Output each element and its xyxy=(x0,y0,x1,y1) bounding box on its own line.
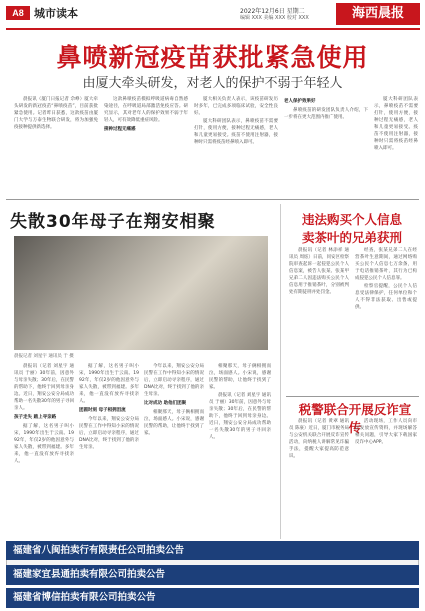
article2-column-1 xyxy=(14,363,74,537)
article4-paragraph: 晨报讯（记者 黄翠 通讯员 陈豪）近日，厦门市税务局与公安机关联合开展反诈宣传活动，向纳税人讲解常见诈骗手法，提醒大家提高防范意识。 xyxy=(289,419,349,459)
auction-ad-1-title: 福建省八闽拍卖行有限责任公司拍卖公告 xyxy=(6,541,419,561)
article2-paragraph: 相聚那天，母子俩相拥而泣，场面感人。小宋说，感谢民警的帮助，让他终于找到了家。 xyxy=(209,364,271,390)
article2-paragraph: 晨报讯（记者 刘星宇 通讯员 于丽）30年前，因意外与母亲失散；30年后，在民警的帮助下，他终于回到母亲身边。近日，翔安公安分局成功帮助一名失散30年的男子寻回亲人。 xyxy=(14,364,74,411)
article2-paragraph: 今年以来，翔安公安分局民警在工作中得知小宋的情况后，立即启动寻亲程序，通过DNA比对，终于找到了他的亲生母亲。 xyxy=(144,364,204,397)
header-rule xyxy=(6,28,420,30)
article2-paragraph: 据了解，这名男子叫小宋，1990年出生于云南。1992年，年仅2岁的他因意外与家人失散，被带到福建。多年来，他一直没有放弃寻找亲人。 xyxy=(79,364,139,404)
article1-paragraph: 厦大科研团队表示，鼻喷疫苗不需要打针，使用方便，接种过程无痛感，老人和儿童更易接受。疫苗不使用注射器，接种时只需将疫苗经鼻喷入即可。 xyxy=(194,119,278,145)
headline-info-line2: 卖茶叶的兄弟获刑 xyxy=(301,230,402,245)
article1-paragraph: 厦大科研团队表示，鼻喷疫苗不需要打针，使用方便，接种过程无痛感，老人和儿童更易接受。疫苗不使用注射器，接种时只需将疫苗经鼻喷入即可。 xyxy=(374,97,418,151)
article2-paragraph: 据了解，这名男子叫小宋，1990年出生于云南。1992年，年仅2岁的他因意外与家人失散，被带到福建。多年来，他一直没有放弃寻找亲人。 xyxy=(14,424,74,464)
article1-paragraph: 晨报讯（厦门日报记者 佘峥）厦大牵头研发的新冠疫苗“鼻喷疫苗”，目前获批紧急使用。记者昨日获悉，这款疫苗由厦门大学与万泰生物联合研发，将为加强免疫接种提供新选择。 xyxy=(14,97,98,130)
article1-paragraph: 厦大相关负责人表示，该疫苗研发历时多年，已完成多项临床试验，安全性良好。 xyxy=(194,97,278,116)
headline-reunion: 失散30年母子在翔安相聚 xyxy=(10,212,216,232)
section-divider xyxy=(6,199,419,200)
article2-column-4 xyxy=(209,363,271,537)
article3-paragraph: 晨报讯（记者 林添祥 通讯员 周炫）日前，同安区检察院审查起诉一起侵犯公民个人信息案，被告人张某、张某甲兄弟二人因违法购买公民个人信息用于推销茶叶，分别被判处有期徒刑并处罚金。 xyxy=(289,248,349,295)
article3-paragraph: 经查，张某兄弟二人在经营茶叶生意期间，通过网络购买公民个人信息七万余条，用于电话推销茶叶，其行为已构成侵犯公民个人信息罪。 xyxy=(355,248,417,281)
headline-vaccine: 鼻喷新冠疫苗获批紧急使用 xyxy=(56,43,369,72)
subheadline-vaccine: 由厦大牵头研发，对老人的保护不弱于年轻人 xyxy=(82,76,343,91)
editor-line: 编辑 XXX 美编 XXX 校对 XXX xyxy=(240,15,309,21)
issue-date: 2022年12月6日 星期二 xyxy=(240,8,305,15)
article3-column-1 xyxy=(289,247,349,393)
column-divider xyxy=(280,204,281,539)
auction-ad-3-title: 福建省博信拍卖有限公司拍卖公告 xyxy=(6,588,419,608)
section-title: 城市读本 xyxy=(34,7,78,20)
article1-column-4 xyxy=(284,96,368,194)
page-number-tag: A8 xyxy=(6,6,30,20)
article1-paragraph: 这款鼻喷疫苗模拟呼吸道病毒自然感染途径，在呼吸道局部激活免疫应答。研究显示，其对老年人的保护效果不弱于年轻人，可有效降低重症风险。 xyxy=(104,97,188,123)
headline-tax-police: 税警联合开展反诈宣传 xyxy=(298,402,412,435)
article3-divider xyxy=(286,396,419,397)
article1-column-1 xyxy=(14,96,98,194)
photo-caption: 晨报记者 刘星宇 通讯员 于 摄 xyxy=(14,354,74,359)
article1-subhead: 老人保护效果好 xyxy=(284,99,316,104)
article2-paragraph: 今年以来，翔安公安分局民警在工作中得知小宋的情况后，立即启动寻亲程序，通过DNA比对，终于找到了他的亲生母亲。 xyxy=(79,417,139,450)
article2-subhead: 比对成功 助他们团聚 xyxy=(144,401,187,406)
article3-column-2 xyxy=(355,247,417,393)
newspaper-logo: 海西晨报 xyxy=(336,3,420,25)
article2-subhead: 孩子走失 踏上寻亲路 xyxy=(14,415,57,420)
article2-column-3 xyxy=(144,363,204,537)
article4-column-2 xyxy=(355,418,417,536)
article1-subhead: 接种过程无痛感 xyxy=(104,127,136,132)
article2-column-2 xyxy=(79,363,139,537)
article4-paragraph: 活动现场，工作人员向市民发放宣传资料，并现场解答相关问题，引导大家下载国家反诈中心APP。 xyxy=(355,419,417,445)
article1-column-5 xyxy=(374,96,418,194)
article2-paragraph: 相聚那天，母子俩相拥而泣，场面感人。小宋说，感谢民警的帮助，让他终于找到了家。 xyxy=(144,410,204,436)
article1-paragraph: 鼻喷疫苗的研发团队负责人介绍，下一步将在更大范围内推广使用。 xyxy=(284,108,368,120)
reunion-photo xyxy=(14,236,268,350)
headline-info-line1: 违法购买个人信息 xyxy=(301,212,402,227)
article4-column-1 xyxy=(289,418,349,536)
article3-paragraph: 检察官提醒，公民个人信息受法律保护，任何单位和个人不得非法获取、出售或提供。 xyxy=(355,284,417,310)
article1-column-2 xyxy=(104,96,188,194)
auction-ad-2-title: 福建家宜县通拍卖有限公司拍卖公告 xyxy=(6,565,419,585)
article2-subhead: 团圆时刻 母子相拥泪流 xyxy=(79,408,126,413)
article2-paragraph: 晨报讯（记者 刘星宇 通讯员 于丽）30年前，因意外与母亲失散；30年后，在民警的帮助下，他终于回到母亲身边。近日，翔安公安分局成功帮助一名失散30年的男子寻回亲人。 xyxy=(209,393,271,440)
article1-column-3 xyxy=(194,96,278,194)
